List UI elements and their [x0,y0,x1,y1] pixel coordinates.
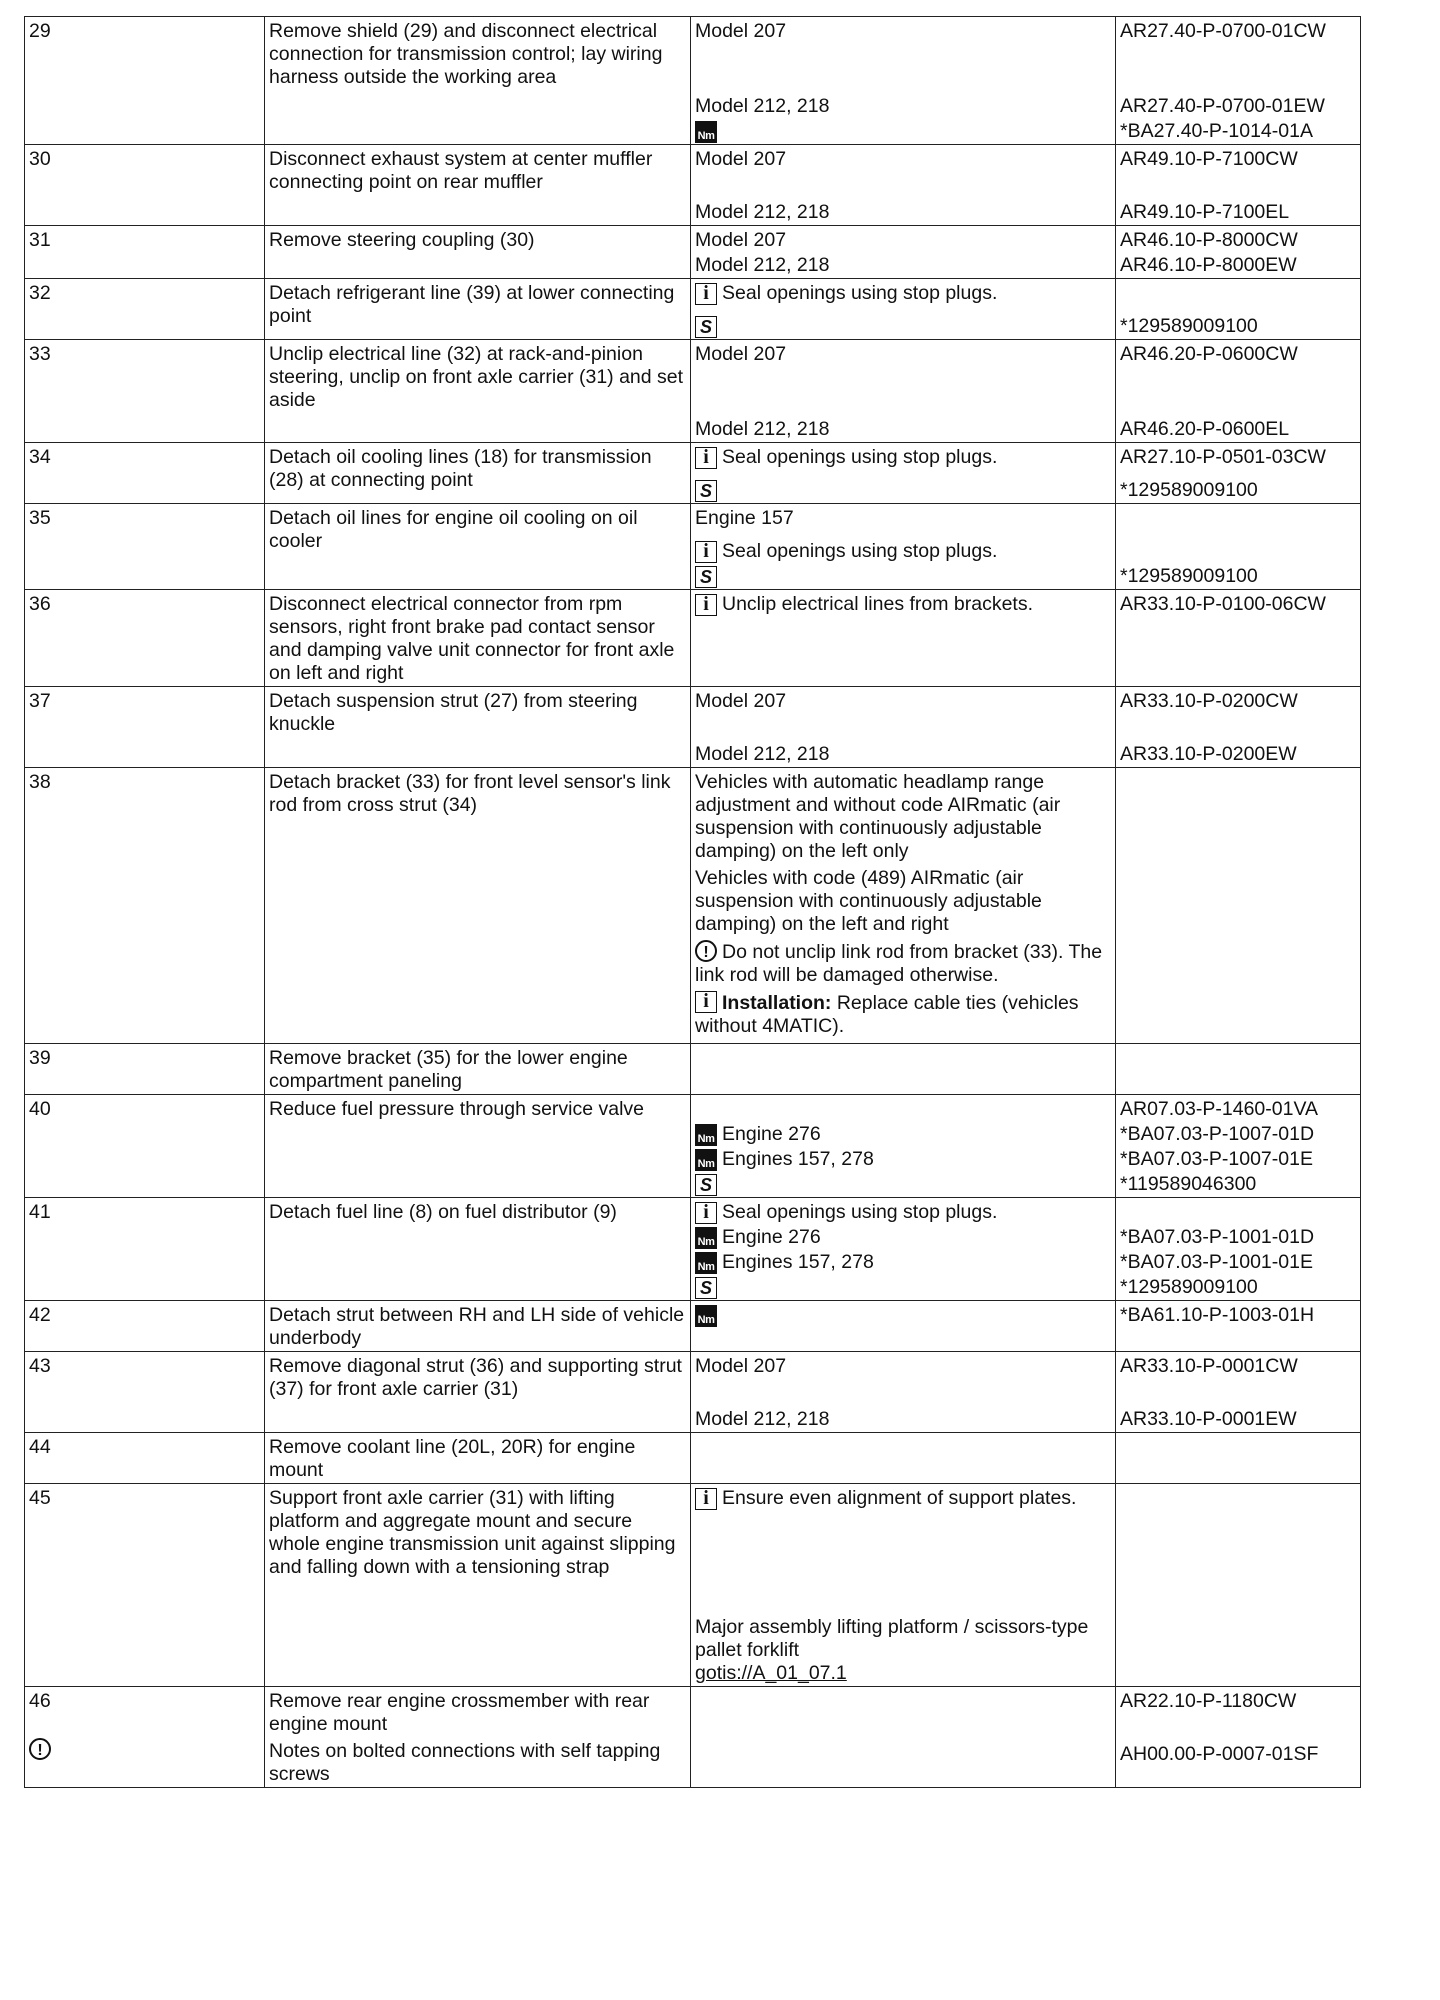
table-row [25,590,1361,687]
step-number: 42 [25,1301,265,1352]
table-row [25,1044,1361,1095]
note-line: Do not unclip link rod from bracket (33). The link rod will be damaged otherwise. [695,941,1103,986]
reference-link[interactable]: AR46.10-P-8000EW [1120,254,1297,276]
step-number: 41 [25,1198,265,1301]
table-row [25,17,1361,145]
note-line: Seal openings using stop plugs. [722,1201,998,1223]
table-row [25,1484,1361,1687]
reference-link[interactable]: *129589009100 [1120,1276,1258,1298]
step-notes [691,1433,1116,1484]
table-row [25,1433,1361,1484]
step-number: 40 [25,1095,265,1198]
reference-link[interactable]: AR33.10-P-0100-06CW [1120,593,1326,615]
table-row [25,226,1361,279]
info-icon [695,283,717,305]
reference-link[interactable]: AR33.10-P-0200EW [1120,743,1297,765]
step-references [1116,17,1361,145]
step-notes [691,443,1116,504]
step-number: 31 [25,226,265,279]
step-number: 39 [25,1044,265,1095]
table-row [25,687,1361,768]
step-number [25,1687,265,1788]
note-line: Engine 276 [722,1123,821,1145]
torque-icon [695,1124,717,1146]
warning-icon [29,1738,51,1760]
note-line: Model 207 [695,690,787,712]
note-line: Vehicles with automatic headlamp range adjustment and without code AIRmatic (air suspension with continuously adjustable damping) on the left only [695,771,1061,862]
step-number: 30 [25,145,265,226]
step-description: Detach bracket (33) for front level sensor's link rod from cross strut (34) [265,768,691,1044]
step-number: 36 [25,590,265,687]
info-icon [695,541,717,563]
step-references [1116,1301,1361,1352]
step-references [1116,1687,1361,1788]
step-notes [691,1687,1116,1788]
step-notes [691,226,1116,279]
step-notes [691,17,1116,145]
step-description: Unclip electrical line (32) at rack-and-pinion steering, unclip on front axle carrier (31) and set aside [265,340,691,443]
step-note-text: Notes on bolted connections with self tapping screws [269,1740,661,1785]
note-line: Model 212, 218 [695,1408,830,1430]
step-number-text: 46 [29,1690,51,1712]
reference-link[interactable]: AR27.40-P-0700-01EW [1120,95,1325,117]
table-row [25,145,1361,226]
special-tool-icon [695,1174,717,1196]
step-notes [691,768,1116,1044]
special-tool-icon [695,1277,717,1299]
note-line: Vehicles with code (489) AIRmatic (air suspension with continuously adjustable damping) on the left and right [695,867,1042,935]
step-description-text: Remove rear engine crossmember with rear engine mount [269,1690,650,1735]
step-references [1116,1484,1361,1687]
torque-icon [695,1227,717,1249]
step-references [1116,590,1361,687]
note-line: Model 212, 218 [695,201,830,223]
step-number: 34 [25,443,265,504]
note-line: Model 207 [695,1355,787,1377]
table-row [25,1198,1361,1301]
step-description: Disconnect exhaust system at center muffler connecting point on rear muffler [265,145,691,226]
table-row [25,1687,1361,1788]
warning-icon [695,940,717,962]
reference-link[interactable]: AR46.20-P-0600EL [1120,418,1290,440]
step-notes [691,1484,1116,1687]
reference-link[interactable]: AR33.10-P-0001EW [1120,1408,1297,1430]
info-icon [695,1202,717,1224]
torque-icon [695,1252,717,1274]
step-references [1116,1433,1361,1484]
reference-link[interactable]: AR33.10-P-0001CW [1120,1355,1298,1377]
reference-link[interactable]: *129589009100 [1120,479,1258,501]
note-line: Engines 157, 278 [722,1251,874,1273]
step-description: Reduce fuel pressure through service valve [265,1095,691,1198]
step-notes [691,145,1116,226]
note-line: Model 212, 218 [695,418,830,440]
table-row [25,1095,1361,1198]
step-description: Remove diagonal strut (36) and supporting strut (37) for front axle carrier (31) [265,1352,691,1433]
reference-link[interactable]: *129589009100 [1120,315,1258,337]
table-row [25,768,1361,1044]
note-line: Model 207 [695,343,787,365]
step-description: Remove bracket (35) for the lower engine compartment paneling [265,1044,691,1095]
step-references [1116,145,1361,226]
step-number: 45 [25,1484,265,1687]
reference-link[interactable]: AR27.40-P-0700-01CW [1120,20,1326,42]
torque-icon [695,1305,717,1327]
step-references [1116,226,1361,279]
note-line: Engines 157, 278 [722,1148,874,1170]
note-line: Seal openings using stop plugs. [722,540,998,562]
reference-link[interactable]: *129589009100 [1120,565,1258,587]
step-description: Detach fuel line (8) on fuel distributor (9) [265,1198,691,1301]
step-notes [691,590,1116,687]
step-description: Detach refrigerant line (39) at lower connecting point [265,279,691,340]
reference-link[interactable]: AR49.10-P-7100CW [1120,148,1298,170]
note-line: Unclip electrical lines from brackets. [722,593,1034,615]
step-description: Detach strut between RH and LH side of vehicle underbody [265,1301,691,1352]
step-references [1116,504,1361,590]
step-number: 44 [25,1433,265,1484]
special-tool-icon [695,480,717,502]
step-references [1116,1044,1361,1095]
installation-label: Installation: [722,992,832,1014]
step-description: Disconnect electrical connector from rpm sensors, right front brake pad contact sensor and damping valve unit connector for front axle on left and right [265,590,691,687]
step-notes [691,687,1116,768]
gotis-link[interactable]: gotis://A_01_07.1 [695,1662,847,1684]
step-description: Detach oil lines for engine oil cooling on oil cooler [265,504,691,590]
step-references [1116,1095,1361,1198]
step-description: Remove shield (29) and disconnect electrical connection for transmission control; lay wiring harness outside the working area [265,17,691,145]
step-number: 35 [25,504,265,590]
step-description: Detach oil cooling lines (18) for transmission (28) at connecting point [265,443,691,504]
special-tool-icon [695,566,717,588]
table-row [25,504,1361,590]
info-icon [695,447,717,469]
procedure-table [24,16,1361,1788]
note-line: Ensure even alignment of support plates. [722,1487,1077,1509]
note-line: Model 207 [695,20,787,42]
step-number: 38 [25,768,265,1044]
note-line: Model 212, 218 [695,95,830,117]
reference-link[interactable]: AR49.10-P-7100EL [1120,201,1290,223]
step-references [1116,1352,1361,1433]
step-description: Remove steering coupling (30) [265,226,691,279]
step-notes [691,279,1116,340]
step-references [1116,1198,1361,1301]
step-description: Remove coolant line (20L, 20R) for engine mount [265,1433,691,1484]
step-number: 37 [25,687,265,768]
step-references [1116,687,1361,768]
step-description: Detach suspension strut (27) from steering knuckle [265,687,691,768]
torque-icon [695,1149,717,1171]
step-notes [691,1044,1116,1095]
info-icon [695,991,717,1013]
torque-icon [695,121,717,143]
note-line: Engine 157 [695,507,794,529]
reference-link[interactable]: AR27.10-P-0501-03CW [1120,446,1326,468]
note-line: Model 207 [695,148,787,170]
reference-link[interactable]: AR46.20-P-0600CW [1120,343,1298,365]
step-notes [691,1301,1116,1352]
step-description [265,1687,691,1788]
note-line: Model 212, 218 [695,254,830,276]
table-row [25,1352,1361,1433]
note-line: Model 207 [695,229,787,251]
reference-link[interactable]: *BA27.40-P-1014-01A [1120,120,1313,142]
step-number: 29 [25,17,265,145]
step-notes [691,1198,1116,1301]
reference-link[interactable]: *119589046300 [1120,1173,1257,1195]
step-notes [691,340,1116,443]
step-notes [691,1352,1116,1433]
note-line: Seal openings using stop plugs. [722,282,998,304]
step-references [1116,768,1361,1044]
info-icon [695,594,717,616]
step-number: 32 [25,279,265,340]
reference-link[interactable]: AR33.10-P-0200CW [1120,690,1298,712]
step-description: Support front axle carrier (31) with lifting platform and aggregate mount and secure whole engine transmission unit against slipping and falling down with a tensioning strap [265,1484,691,1687]
reference-link[interactable]: AR46.10-P-8000CW [1120,229,1298,251]
table-row [25,443,1361,504]
table-row [25,1301,1361,1352]
note-line: Engine 276 [722,1226,821,1248]
step-references [1116,443,1361,504]
step-number: 33 [25,340,265,443]
reference-link[interactable]: *BA07.03-P-1007-01D [1120,1123,1315,1145]
note-line: Model 212, 218 [695,743,830,765]
procedure-sheet [24,16,1360,1788]
step-references [1116,340,1361,443]
reference-link[interactable]: *BA07.03-P-1001-01D [1120,1226,1315,1248]
step-references [1116,279,1361,340]
reference-link[interactable]: *BA07.03-P-1001-01E [1120,1251,1313,1273]
reference-link[interactable]: *BA61.10-P-1003-01H [1120,1304,1315,1326]
note-line: Major assembly lifting platform / scissors-type pallet forklift [695,1616,1089,1661]
step-notes [691,1095,1116,1198]
reference-link[interactable]: AH00.00-P-0007-01SF [1120,1743,1319,1765]
table-row [25,340,1361,443]
reference-link[interactable]: AR22.10-P-1180CW [1120,1690,1297,1712]
step-number: 43 [25,1352,265,1433]
note-line: Seal openings using stop plugs. [722,446,998,468]
step-notes [691,504,1116,590]
info-icon [695,1488,717,1510]
reference-link[interactable]: *BA07.03-P-1007-01E [1120,1148,1313,1170]
reference-link[interactable]: AR07.03-P-1460-01VA [1120,1098,1319,1120]
table-row [25,279,1361,340]
note-line: Replace cable ties (vehicles without 4MATIC). [695,992,1079,1037]
special-tool-icon [695,316,717,338]
